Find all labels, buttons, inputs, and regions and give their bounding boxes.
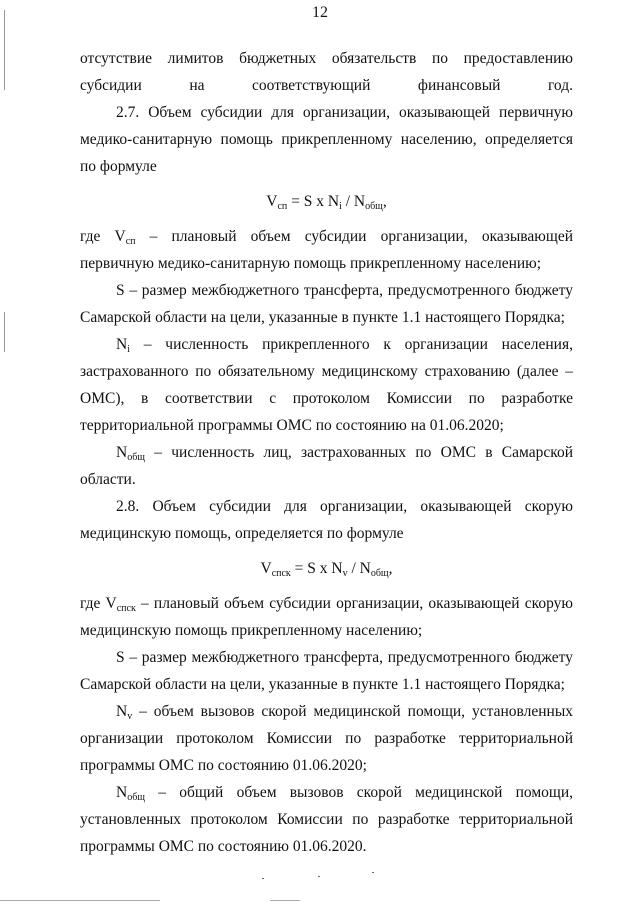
- page-number: 12: [312, 4, 328, 21]
- definition-ni: $N_i$ – численность прикрепленного к организации населения, застрахованного по обязательному медицинскому страхованию (далее – ОМС), в соответствии с протоколом Комиссии по разработке территориальной программы ОМС по состоянию на 01.06.2020;: [80, 336, 573, 434]
- definition-vspsk: где $V_{спск}$ – плановый объем субсидии организации, оказывающей скорую медицинскую помощь прикрепленному населению;: [80, 595, 573, 639]
- scan-speck: [262, 878, 264, 879]
- document-body: [80, 45, 573, 860]
- definition-vsp: где $V_{сп}$ – плановый объем субсидии организации, оказывающей первичную медико-санитарную помощь прикрепленному населению;: [80, 228, 573, 272]
- definition-nobsh-2: $N_{общ}$ – общий объем вызовов скорой медицинской помощи, установленных протоколом Комиссии по разработке территориальной программы ОМС по состоянию 01.06.2020.: [80, 784, 573, 855]
- paragraph-2-7: 2.7. Объем субсидии для организации, оказывающей первичную медико-санитарную помощь прикрепленному населению, определяется по формуле: [80, 104, 573, 175]
- definition-s-2: S – размер межбюджетного трансферта, предусмотренного бюджету Самарской области на цели, указанные в пункте 1.1 настоящего Порядка;: [80, 649, 573, 693]
- paragraph: отсутствие лимитов бюджетных обязательств по предоставлению субсидии на соответствующий финансовый год.: [80, 50, 573, 94]
- scan-edge-mark: [4, 312, 5, 352]
- definition-s: S – размер межбюджетного трансферта, предусмотренного бюджету Самарской области на цели, указанные в пункте 1.1 настоящего Порядка;: [80, 282, 573, 326]
- scan-edge-mark: [0, 900, 160, 901]
- definition-nobsh: $N_{общ}$ – численность лиц, застрахованных по ОМС в Самарской области.: [80, 444, 573, 488]
- paragraph-2-8: 2.8. Объем субсидии для организации, оказывающей скорую медицинскую помощь, определяется по формуле: [80, 498, 573, 542]
- scan-edge-mark: [4, 10, 5, 90]
- formula-vsp: $V_{сп} = S$ x $N_i / N_{общ}$,: [266, 193, 387, 212]
- definition-nv: $N_v$ – объем вызовов скорой медицинской помощи, установленных организации протоколом Комиссии по разработке территориальной программы ОМС по состоянию 01.06.2020;: [80, 703, 573, 774]
- scan-edge-mark: [270, 900, 300, 901]
- scan-speck: [372, 872, 374, 873]
- scan-speck: [318, 876, 320, 877]
- formula-vspsk: $V_{спск} = S$ x $N_v / N_{общ}$,: [260, 560, 393, 579]
